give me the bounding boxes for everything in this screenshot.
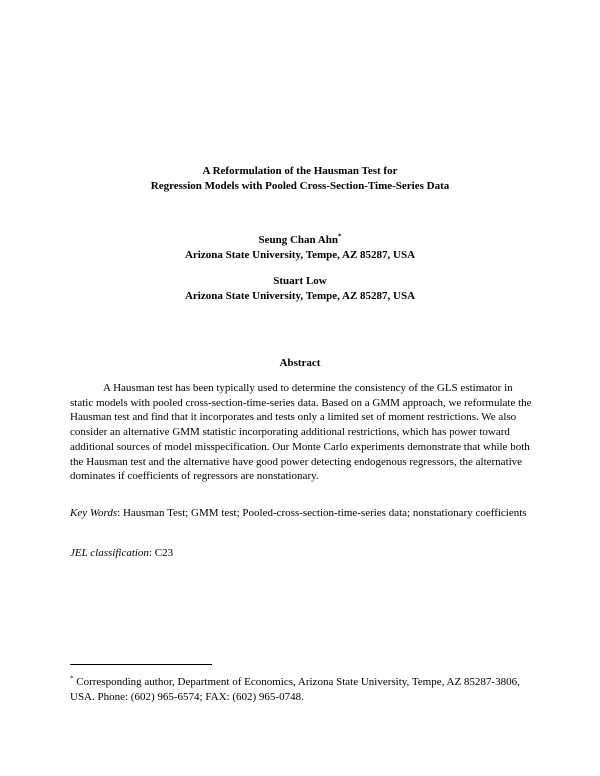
paper-title xyxy=(0,164,600,194)
footnote xyxy=(70,675,532,704)
author-name-text: Seung Chan Ahn xyxy=(258,234,338,246)
footnote-text: Corresponding author, Department of Economics, Arizona State University, Tempe, AZ 85287-3806, USA. Phone: (602) 965-6574; FAX: (602) 965-0748. xyxy=(70,676,520,703)
footnote-marker: * xyxy=(70,674,74,683)
title-line-1: A Reformulation of the Hausman Test for xyxy=(202,165,398,177)
jel-code: C23 xyxy=(154,547,174,559)
author-name xyxy=(0,233,600,248)
author-affiliation: Arizona State University, Tempe, AZ 85287, USA xyxy=(184,249,416,261)
title-line-2: Regression Models with Pooled Cross-Section-Time-Series Data xyxy=(150,180,450,192)
author-block-1 xyxy=(0,233,600,263)
jel-label: JEL classification xyxy=(70,547,149,559)
abstract-body: A Hausman test has been typically used to determine the consistency of the GLS estimator in static models with pooled cross-section-time-series data. Based on a GMM approach, we reformulate the Hausman test and find that it incorporates and tests only a limited set of moment restrictions. We also consider an alternative GMM statistic incorporating additional restrictions, which has power toward additional sources of model misspecification. Our Monte Carlo experiments demonstrate that while both the Hausman test and the alternative have good power detecting endogenous regressors, the alternative dominates if coefficients of regressors are nonstationary. xyxy=(70,382,532,483)
author-name: Stuart Low xyxy=(273,275,327,287)
jel-classification: JEL classification: C23 xyxy=(70,547,174,559)
keywords: Key Words: Hausman Test; GMM test; Pooled-cross-section-time-series data; nonstationary coefficients xyxy=(70,507,527,519)
author-block-2 xyxy=(0,274,600,304)
abstract-heading: Abstract xyxy=(279,357,321,369)
footnote-divider xyxy=(70,664,212,665)
keywords-label: Key Words xyxy=(70,507,118,519)
author-affiliation: Arizona State University, Tempe, AZ 85287, USA xyxy=(184,290,416,302)
keywords-text: Hausman Test; GMM test; Pooled-cross-section-time-series data; nonstationary coefficients xyxy=(122,507,527,519)
footnote-marker: * xyxy=(338,232,342,241)
